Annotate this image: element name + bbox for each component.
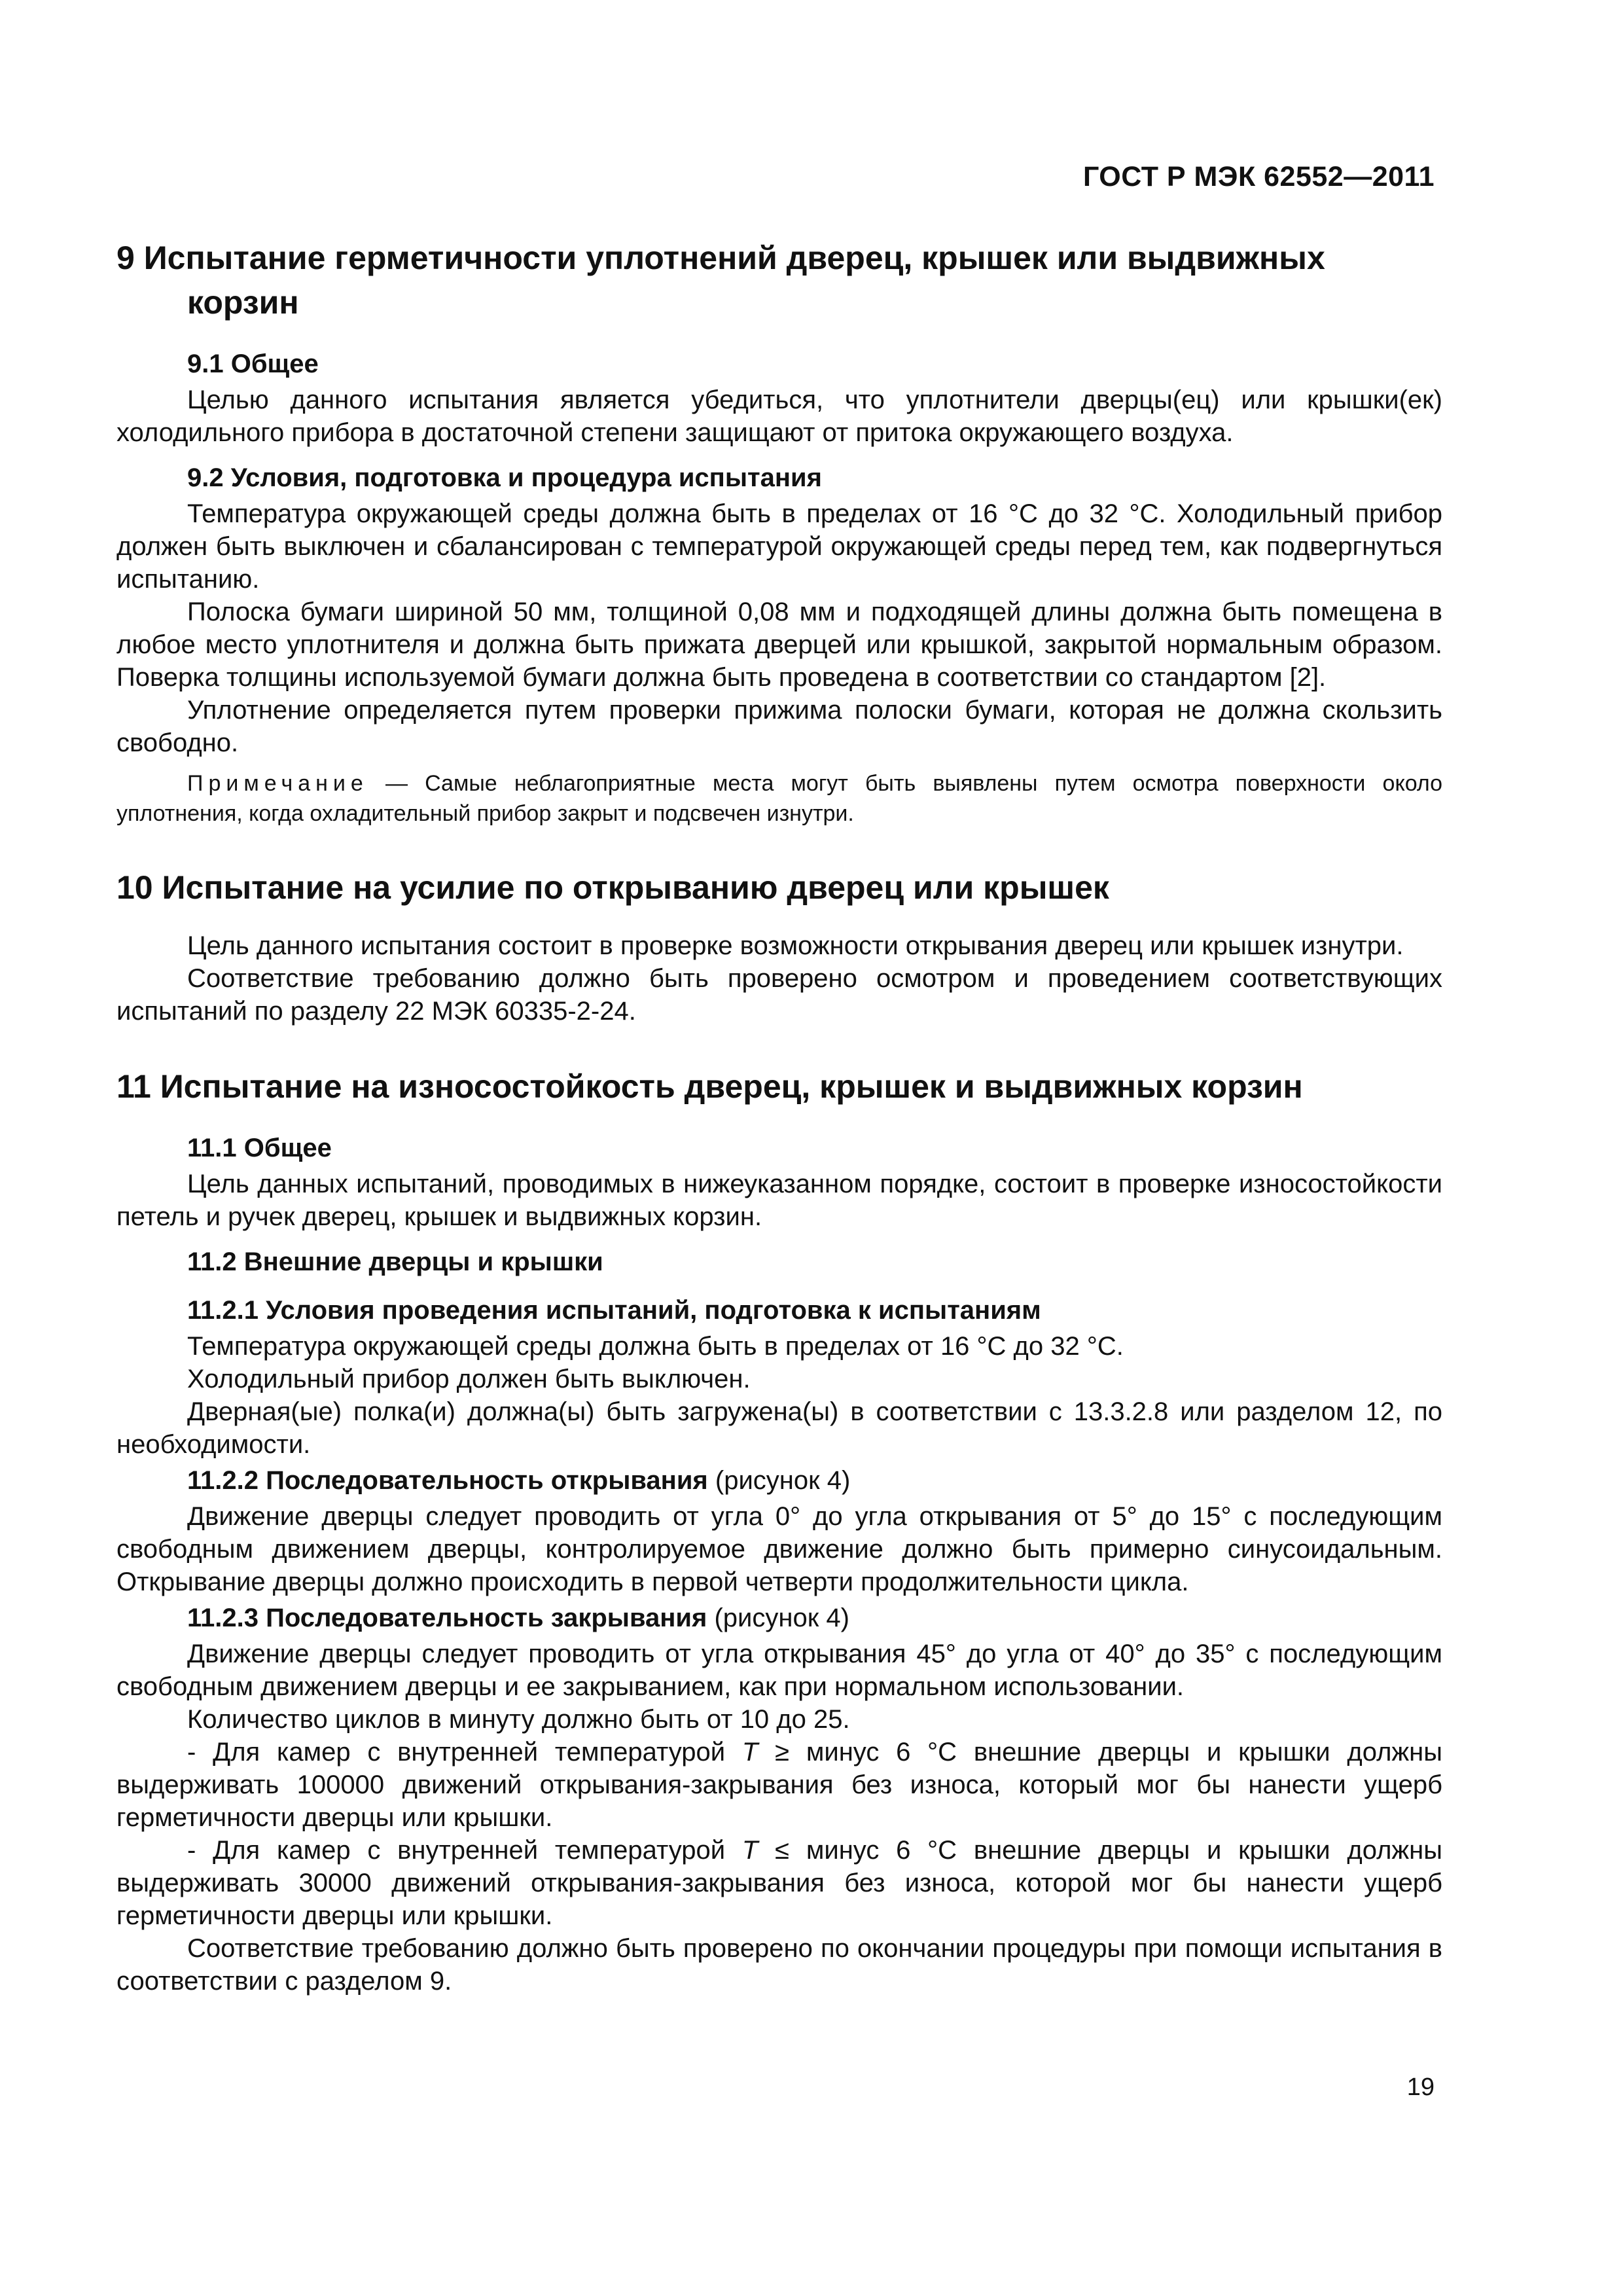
paragraph-9-1: Целью данного испытания является убедиться, что уплотнители дверцы(ец) или крышки(ек) холодильного прибора в достаточной степени защищают от притока окружающего воздуха.	[116, 386, 1442, 447]
paragraph-9-2-a: Температура окружающей среды должна быть в пределах от 16 °С до 32 °С. Холодильный прибор должен быть выключен и сбалансирован с температурой окружающей среды перед тем, как подвергнуться испытанию.	[116, 499, 1442, 594]
paragraph-9-2-b: Полоска бумаги шириной 50 мм, толщиной 0,08 мм и подходящей длины должна быть помещена в любое место уплотнителя и должна быть прижата дверцей или крышкой, закрытой нормальным образом. Поверка толщины используемой бумаги должна быть проведена в соответствии со стандартом [2].	[116, 598, 1442, 692]
subsection-11-2-2-bold: 11.2.2 Последовательность открывания	[187, 1466, 708, 1495]
document-body	[116, 236, 1442, 1998]
paragraph-11-2-3-b: Количество циклов в минуту должно быть от 10 до 25.	[187, 1705, 850, 1734]
paragraph-11-2-1-b: Холодильный прибор должен быть выключен.	[187, 1365, 751, 1393]
temperature-variable: Т	[741, 1836, 758, 1865]
standard-code: ГОСТ Р МЭК 62552—2011	[1082, 161, 1435, 192]
paragraph-11-2-1-a: Температура окружающей среды должна быть в пределах от 16 °С до 32 °С.	[187, 1332, 1124, 1361]
page-number: 19	[1406, 2073, 1435, 2101]
paragraph-11-2-1-c: Дверная(ые) полка(и) должна(ы) быть загружена(ы) в соответствии с 13.3.2.8 или разделом 12, по необходимости.	[116, 1397, 1442, 1459]
subsection-11-2-3-title	[187, 1598, 1442, 1638]
note-9	[116, 768, 1442, 829]
subsection-11-2-1-title: 11.2.1 Условия проведения испытаний, подготовка к испытаниям	[187, 1296, 1041, 1325]
subsection-11-1-title: 11.1 Общее	[187, 1134, 332, 1162]
figure-reference: (рисунок 4)	[707, 1466, 851, 1495]
list-item-low-temp	[116, 1834, 1442, 1932]
note-label: Примечание	[187, 771, 368, 796]
subsection-11-2-2-title	[187, 1461, 1442, 1500]
subsection-11-2-3-bold: 11.2.3 Последовательность закрывания	[187, 1604, 707, 1632]
list-item-high-temp	[116, 1736, 1442, 1834]
section-9-title	[116, 236, 1442, 325]
list-item-text: - Для камер с внутренней температурой	[187, 1738, 742, 1767]
paragraph-11-1: Цель данных испытаний, проводимых в нижеуказанном порядке, состоит в проверке износостойкости петель и ручек дверец, крышек и выдвижных корзин.	[116, 1170, 1442, 1231]
section-10-title: 10 Испытание на усилие по открыванию дверец или крышек	[116, 869, 1109, 906]
paragraph-10-b: Соответствие требованию должно быть проверено осмотром и проведением соответствующих испытаний по разделу 22 МЭК 60335-2-24.	[116, 964, 1442, 1026]
temperature-variable: Т	[741, 1738, 758, 1767]
figure-reference: (рисунок 4)	[707, 1604, 849, 1632]
paragraph-11-2-3-a: Движение дверцы следует проводить от угла открывания 45° до угла от 40° до 35° с последующим свободным движением дверцы и ее закрыванием, как при нормальном использовании.	[116, 1640, 1442, 1701]
section-11	[116, 1064, 1442, 1998]
subsection-9-1-title: 9.1 Общее	[187, 350, 319, 378]
paragraph-11-2-2: Движение дверцы следует проводить от угла 0° до угла открывания от 5° до 15° с последующим свободным движением дверцы, контролируемое движение должно быть примерно синусоидальным. Открывание дверцы должно происходить в первой четверти продолжительности цикла.	[116, 1502, 1442, 1596]
note-text: — Самые неблагоприятные места могут быть выявлены путем осмотра поверхности около уплотнения, когда охладительный прибор закрыт и подсвечен изнутри.	[116, 771, 1442, 826]
subsection-9-2-title: 9.2 Условия, подготовка и процедура испытания	[187, 463, 822, 492]
subsection-11-2-title: 11.2 Внешние дверцы и крышки	[187, 1247, 603, 1276]
section-9-title-line2: корзин	[187, 284, 299, 321]
section-11-title: 11 Испытание на износостойкость дверец, крышек и выдвижных корзин	[116, 1068, 1303, 1105]
paragraph-11-2-3-c: Соответствие требованию должно быть проверено по окончании процедуры при помощи испытания в соответствии с разделом 9.	[116, 1934, 1442, 1996]
section-10	[116, 865, 1442, 1028]
section-9	[116, 236, 1442, 829]
list-item-text: ≥ минус 6 °С внешние дверцы и крышки должны выдерживать 100000 движений открывания-закрывания без износа, который мог бы нанести ущерб герметичности дверцы или крышки.	[116, 1738, 1443, 1832]
paragraph-9-2-c: Уплотнение определяется путем проверки прижима полоски бумаги, которая не должна скользить свободно.	[116, 696, 1442, 757]
list-item-text: ≤ минус 6 °С внешние дверцы и крышки должны выдерживать 30000 движений открывания-закрывания без износа, которой мог бы нанести ущерб герметичности дверцы или крышки.	[116, 1836, 1443, 1930]
paragraph-10-a: Цель данного испытания состоит в проверке возможности открывания дверец или крышек изнутри.	[187, 931, 1404, 960]
section-9-title-line1: 9 Испытание герметичности уплотнений дверец, крышек или выдвижных	[116, 240, 1325, 276]
list-item-text: - Для камер с внутренней температурой	[187, 1836, 742, 1865]
